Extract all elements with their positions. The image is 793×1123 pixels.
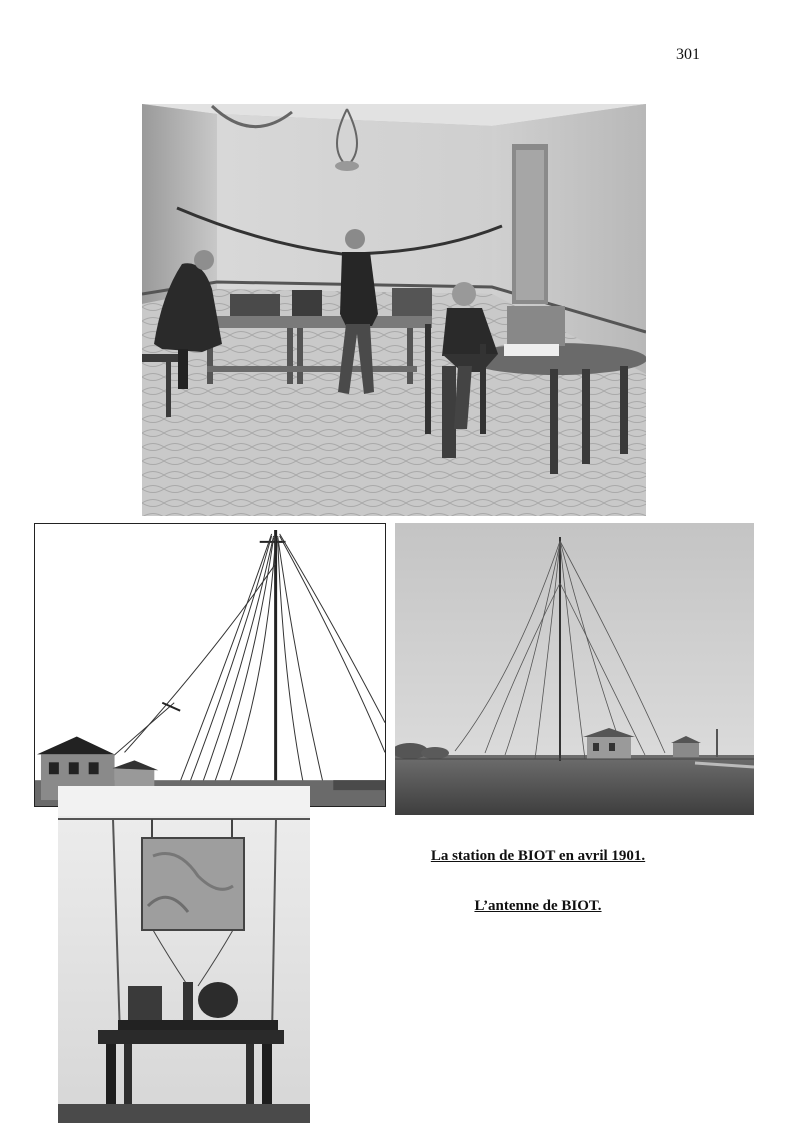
caption-station: La station de BIOT en avril 1901. xyxy=(430,848,646,864)
photo-lab-interior xyxy=(142,104,646,516)
caption-antenna: L’antenne de BIOT. xyxy=(474,898,602,914)
photo-antenna-mast-drawing xyxy=(34,523,386,807)
photo-antenna-mast-field xyxy=(395,523,754,815)
photo-receiver-apparatus xyxy=(58,786,310,1123)
page-number: 301 xyxy=(676,46,700,63)
